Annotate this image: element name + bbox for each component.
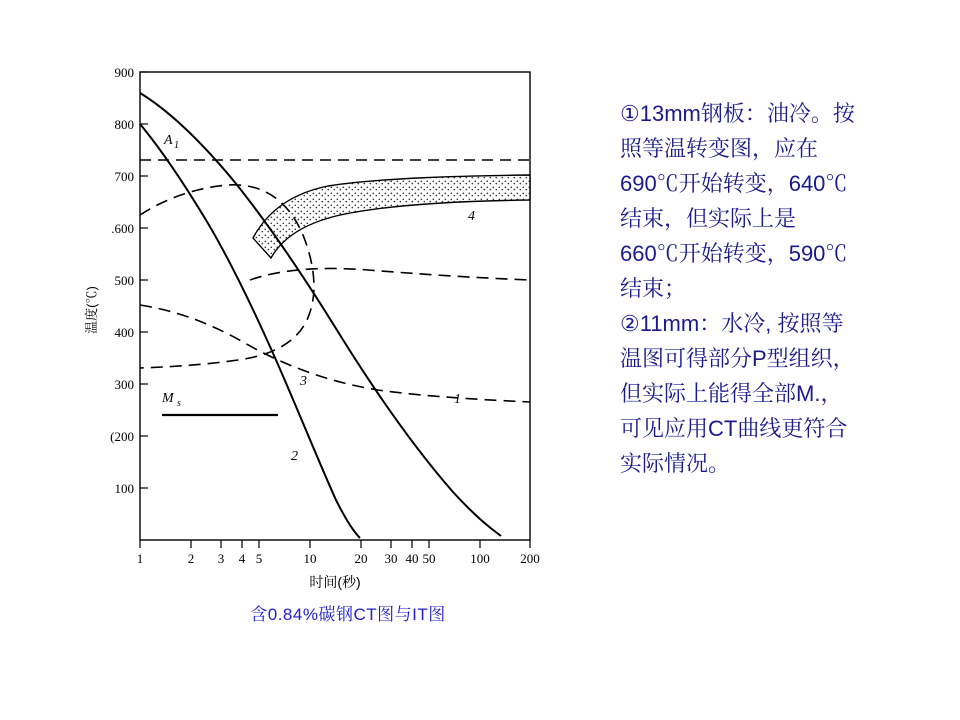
svg-text:20: 20 bbox=[354, 551, 368, 566]
it-lower-branch bbox=[140, 305, 530, 402]
svg-text:40: 40 bbox=[405, 551, 419, 566]
chart-figure bbox=[78, 60, 548, 624]
note-line: 结束，但实际上是 bbox=[620, 206, 797, 231]
y-axis bbox=[110, 65, 148, 496]
notes-text bbox=[620, 96, 940, 481]
svg-text:30: 30 bbox=[384, 551, 398, 566]
svg-text:5: 5 bbox=[255, 551, 263, 566]
label-curve-4: 4 bbox=[468, 209, 475, 224]
note-line: 实际情况。 bbox=[620, 451, 731, 476]
svg-text:400: 400 bbox=[114, 325, 134, 340]
svg-text:900: 900 bbox=[114, 65, 134, 80]
label-ms-sub: s bbox=[177, 398, 181, 409]
svg-text:300: 300 bbox=[114, 377, 134, 392]
svg-text:100: 100 bbox=[470, 551, 490, 566]
svg-text:500: 500 bbox=[114, 273, 134, 288]
svg-text:800: 800 bbox=[114, 117, 134, 132]
svg-text:200: 200 bbox=[520, 551, 540, 566]
it-finish-curve bbox=[250, 268, 530, 280]
x-axis-title: 时间(秒) bbox=[309, 574, 361, 590]
label-curve-3: 3 bbox=[300, 374, 307, 389]
label-curve-1: 1 bbox=[454, 392, 461, 407]
svg-text:2: 2 bbox=[187, 551, 195, 566]
label-curve-2: 2 bbox=[291, 449, 298, 464]
svg-text:50: 50 bbox=[422, 551, 436, 566]
y-axis-title: 温度(℃) bbox=[84, 286, 99, 334]
svg-text:10: 10 bbox=[303, 551, 317, 566]
note-line: ②11mm：水冷, 按照等 bbox=[620, 311, 844, 336]
note-line: 但实际上能得全部M.， bbox=[620, 381, 843, 406]
svg-text:3: 3 bbox=[217, 551, 225, 566]
svg-text:(200: (200 bbox=[110, 429, 134, 444]
note-line: ①13mm钢板：油冷。按 bbox=[620, 101, 855, 126]
svg-text:700: 700 bbox=[114, 169, 134, 184]
note-line: 690℃开始转变，640℃ bbox=[620, 171, 848, 196]
note-line: 照等温转变图，应在 bbox=[620, 136, 819, 161]
note-line: 温图可得部分P型组织， bbox=[620, 346, 855, 371]
ct-transformation-band bbox=[253, 175, 530, 258]
note-line: 660℃开始转变，590℃ bbox=[620, 241, 848, 266]
ct-it-diagram bbox=[78, 60, 548, 620]
note-line: 结束； bbox=[620, 276, 687, 301]
note-line: 可见应用CT曲线更符合 bbox=[620, 416, 848, 441]
chart-caption: 含0.84%碳钢CT图与IT图 bbox=[250, 605, 446, 624]
svg-text:.600: .600 bbox=[111, 221, 134, 236]
x-axis bbox=[137, 540, 540, 566]
svg-text:1: 1 bbox=[136, 551, 144, 566]
svg-text:100: 100 bbox=[114, 481, 134, 496]
label-a1-sub: 1 bbox=[174, 140, 179, 151]
label-a1: A bbox=[164, 133, 173, 148]
svg-text:4: 4 bbox=[238, 551, 246, 566]
label-ms: M bbox=[162, 391, 174, 406]
